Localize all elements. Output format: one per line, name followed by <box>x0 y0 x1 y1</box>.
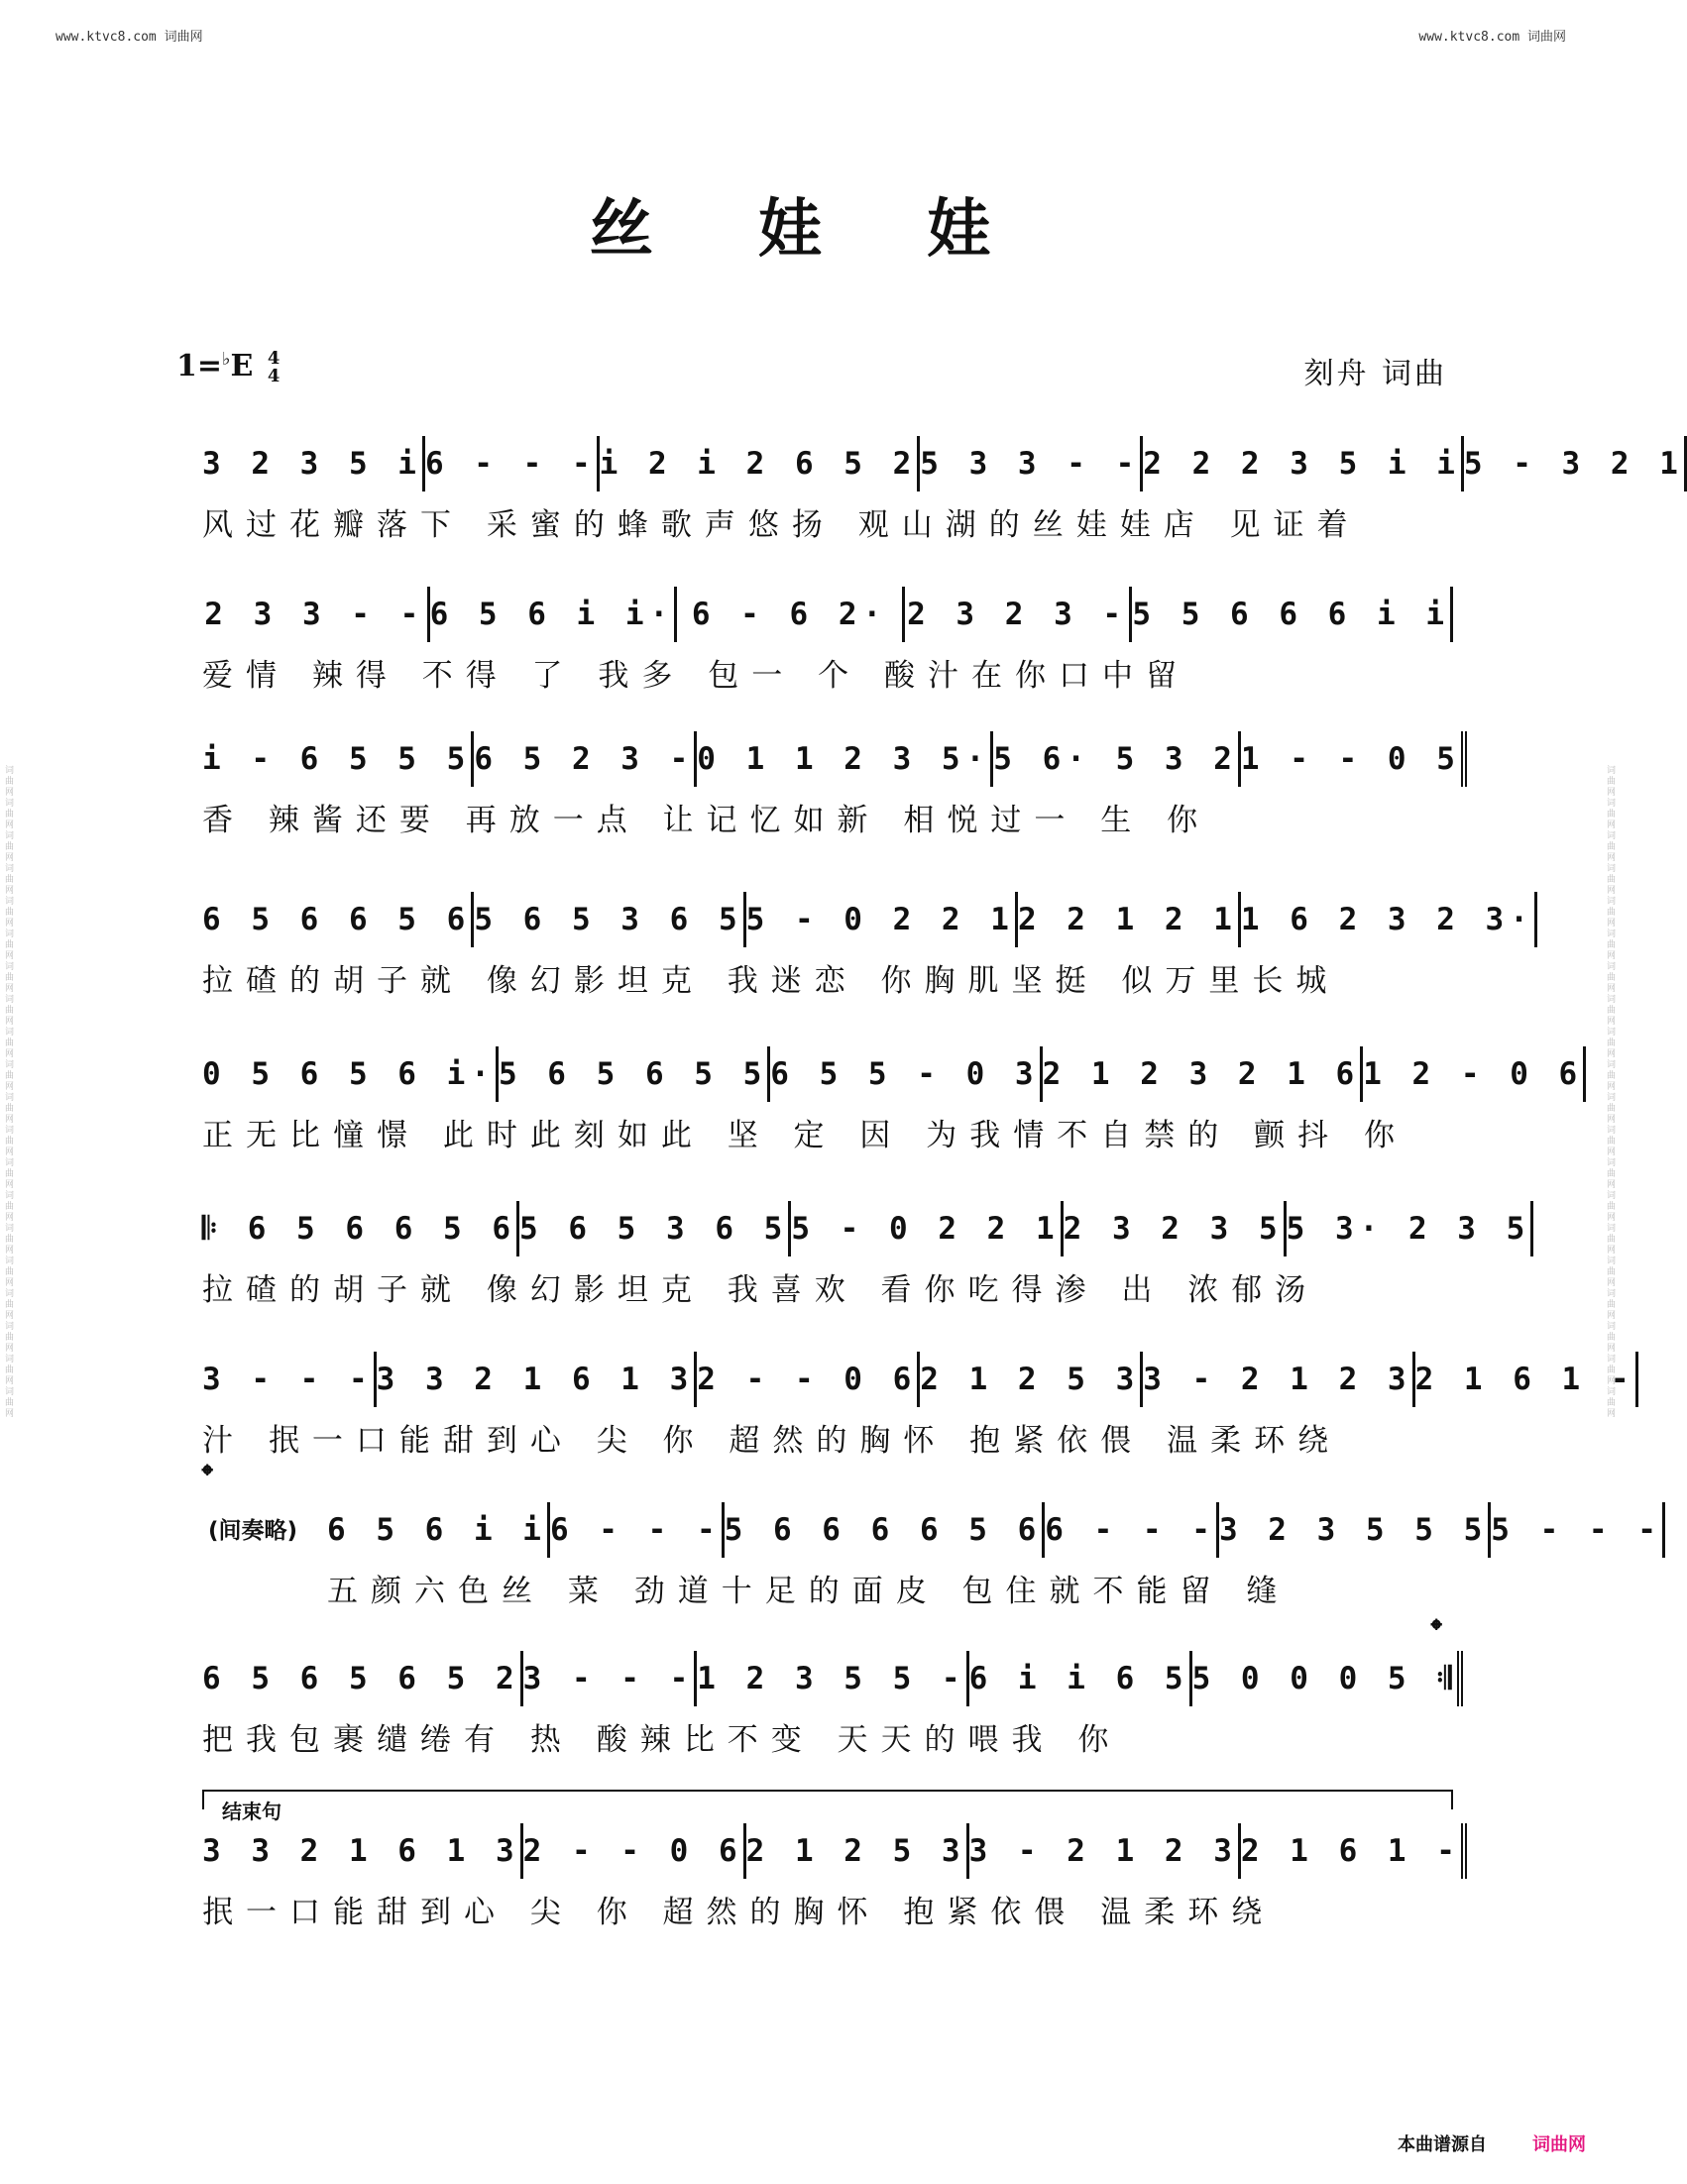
measure: 5 - 0 2 2 1 <box>746 892 1018 947</box>
time-signature <box>268 350 281 385</box>
measure: 5 0 0 0 5 𝄇 <box>1192 1651 1464 1706</box>
lyric-line: 正无比憧憬 此时此刻如此 坚 定 因 为我情不自禁的 颤抖 你 <box>202 1118 1407 1153</box>
notation-line <box>202 731 1461 787</box>
lyric-line: 拉碴的胡子就 像幻影坦克 我迷恋 你胸肌坚挺 似万里长城 <box>202 963 1340 999</box>
staff-system <box>202 1823 1461 1930</box>
staff-system <box>202 731 1461 838</box>
header-url-right[interactable]: www.ktvc8.com 词曲网 <box>1418 30 1566 45</box>
side-watermark-left: 词曲网词曲网词曲网词曲网词曲网词曲网词曲网词曲网词曲网词曲网词曲网词曲网词曲网词曲网词曲网词曲网词曲网词曲网词曲网词曲网 <box>3 765 13 1419</box>
measure: 1 2 - 0 6 <box>1363 1046 1586 1102</box>
key-prefix: 1= <box>176 349 223 383</box>
lyric-line: 抿一口能甜到心 尖 你 超然的胸怀 抱紧依偎 温柔环绕 <box>202 1895 1276 1930</box>
staff-system <box>327 1502 1662 1609</box>
lyric-line: 风过花瓣落下 采蜜的蜂歌声悠扬 观山湖的丝娃娃店 见证着 <box>202 507 1361 543</box>
measure: 6 5 5 - 0 3 <box>770 1046 1042 1102</box>
lyric-line: 拉碴的胡子就 像幻影坦克 我喜欢 看你吃得渗 出 浓郁汤 <box>202 1272 1319 1308</box>
measure: 6 5 6 6 5 6 <box>202 892 474 947</box>
interlude-label: (间奏略) <box>208 1518 298 1544</box>
notation-line <box>202 1651 1458 1706</box>
measure: 6 5 6 i i <box>327 1502 550 1558</box>
notation-line <box>202 1352 1635 1407</box>
ending-label: 结束句 <box>222 1800 281 1823</box>
measure: 𝄆 6 5 6 6 5 6 <box>202 1201 519 1256</box>
measure: 6 i i 6 5 <box>969 1651 1192 1706</box>
key-signature <box>176 349 280 385</box>
notation-line <box>327 1502 1662 1558</box>
measure: 3 - 2 1 2 3 <box>969 1823 1241 1879</box>
measure: 1 6 2 3 2 3· <box>1241 892 1537 947</box>
notation-line <box>202 587 1453 642</box>
staff-system <box>202 1352 1635 1459</box>
measure: 3 2 3 5 i <box>202 436 425 491</box>
measure: 5 - - - <box>1491 1502 1665 1558</box>
measure: 1 2 3 5 5 - <box>697 1651 968 1706</box>
measure: 2 - - 0 6 <box>697 1352 920 1407</box>
measure: 2 1 6 1 - <box>1415 1352 1638 1407</box>
lyric-line: 把我包裹缱绻有 热 酸辣比不变 天天的喂我 你 <box>202 1722 1122 1758</box>
time-top: 4 <box>267 348 281 369</box>
lyric-line: 香 辣酱还要 再放一点 让记忆如新 相悦过一 生 你 <box>202 803 1211 838</box>
measure: 2 1 6 1 - <box>1241 1823 1467 1879</box>
measure: 6 5 6 5 6 5 2 <box>202 1651 523 1706</box>
notation-line <box>202 436 1684 491</box>
measure: 2 3 3 - - <box>202 587 430 642</box>
measure: 5 5 6 6 6 i i <box>1132 587 1453 642</box>
segno-symbol-2: 𝄌 <box>1431 1613 1442 1648</box>
measure: 6 - 6 2· <box>677 587 905 642</box>
header-url-left[interactable]: www.ktvc8.com 词曲网 <box>56 30 203 45</box>
notation-line <box>202 1046 1584 1102</box>
measure: 6 5 6 i i· <box>430 587 678 642</box>
flat-symbol: ♭ <box>222 349 231 370</box>
song-title: 丝 娃 娃 <box>589 192 1033 267</box>
staff-system <box>202 892 1534 999</box>
side-watermark-right: 词曲网词曲网词曲网词曲网词曲网词曲网词曲网词曲网词曲网词曲网词曲网词曲网词曲网词曲网词曲网词曲网词曲网词曲网词曲网词曲网 <box>1605 765 1615 1419</box>
staff-system <box>202 587 1453 694</box>
measure: 5 6· 5 3 2 <box>993 731 1241 787</box>
author-credit: 刻舟 词曲 <box>1303 357 1447 391</box>
measure: 5 6 5 6 5 5 <box>499 1046 770 1102</box>
measure: 5 - 3 2 1 <box>1464 436 1687 491</box>
staff-system <box>202 436 1684 543</box>
measure: 5 - 0 2 2 1 <box>791 1201 1063 1256</box>
measure: 2 1 2 5 3 <box>746 1823 969 1879</box>
measure: 2 2 2 3 5 i i <box>1143 436 1464 491</box>
measure: 0 1 1 2 3 5· <box>697 731 993 787</box>
lyric-line: 爱情 辣得 不得 了 我多 包一 个 酸汁在你口中留 <box>202 658 1189 694</box>
measure: 2 1 2 3 2 1 6 <box>1043 1046 1364 1102</box>
lyric-line: 汁 抿一口能甜到心 尖 你 超然的胸怀 抱紧依偎 温柔环绕 <box>202 1423 1342 1459</box>
measure: i - 6 5 5 5 <box>202 731 474 787</box>
measure: 3 3 2 1 6 1 3 <box>202 1823 523 1879</box>
staff-system <box>202 1651 1458 1758</box>
measure: 6 5 2 3 - <box>474 731 697 787</box>
segno-symbol-1: 𝄌 <box>202 1459 213 1493</box>
measure: 2 2 1 2 1 <box>1018 892 1241 947</box>
measure: 3 - 2 1 2 3 <box>1143 1352 1414 1407</box>
measure: 5 3 3 - - <box>920 436 1143 491</box>
staff-system <box>202 1046 1584 1153</box>
measure: 3 3 2 1 6 1 3 <box>377 1352 698 1407</box>
measure: 6 - - - <box>1045 1502 1219 1558</box>
measure: 1 - - 0 5 <box>1241 731 1467 787</box>
staff-system <box>202 1201 1531 1308</box>
measure: 6 - - - <box>550 1502 725 1558</box>
measure: 5 6 5 3 6 5 <box>474 892 745 947</box>
notation-line <box>202 1201 1531 1256</box>
measure: 2 3 2 3 - <box>905 587 1133 642</box>
measure: 0 5 6 5 6 i· <box>202 1046 499 1102</box>
measure: i 2 i 2 6 5 2 <box>600 436 921 491</box>
time-bottom: 4 <box>267 366 281 386</box>
notation-line <box>202 1823 1461 1879</box>
lyric-line: 五颜六色丝 菜 劲道十足的面皮 包住就不能留 缝 <box>327 1574 1291 1609</box>
footer-source-note: 本曲谱源自 <box>1398 2134 1487 2155</box>
measure: 2 1 2 5 3 <box>920 1352 1143 1407</box>
measure: 5 6 5 3 6 5 <box>519 1201 791 1256</box>
footer-brand[interactable]: 词曲网 <box>1532 2134 1586 2155</box>
measure: 2 - - 0 6 <box>523 1823 746 1879</box>
notation-line <box>202 892 1534 947</box>
key-note: E <box>230 349 254 383</box>
measure: 2 3 2 3 5 <box>1064 1201 1287 1256</box>
measure: 5 6 6 6 6 5 6 <box>725 1502 1046 1558</box>
measure: 3 - - - <box>523 1651 698 1706</box>
measure: 3 2 3 5 5 5 <box>1219 1502 1491 1558</box>
ending-bracket <box>202 1790 1453 1809</box>
measure: 3 - - - <box>202 1352 377 1407</box>
measure: 5 3· 2 3 5 <box>1287 1201 1534 1256</box>
measure: 6 - - - <box>425 436 600 491</box>
